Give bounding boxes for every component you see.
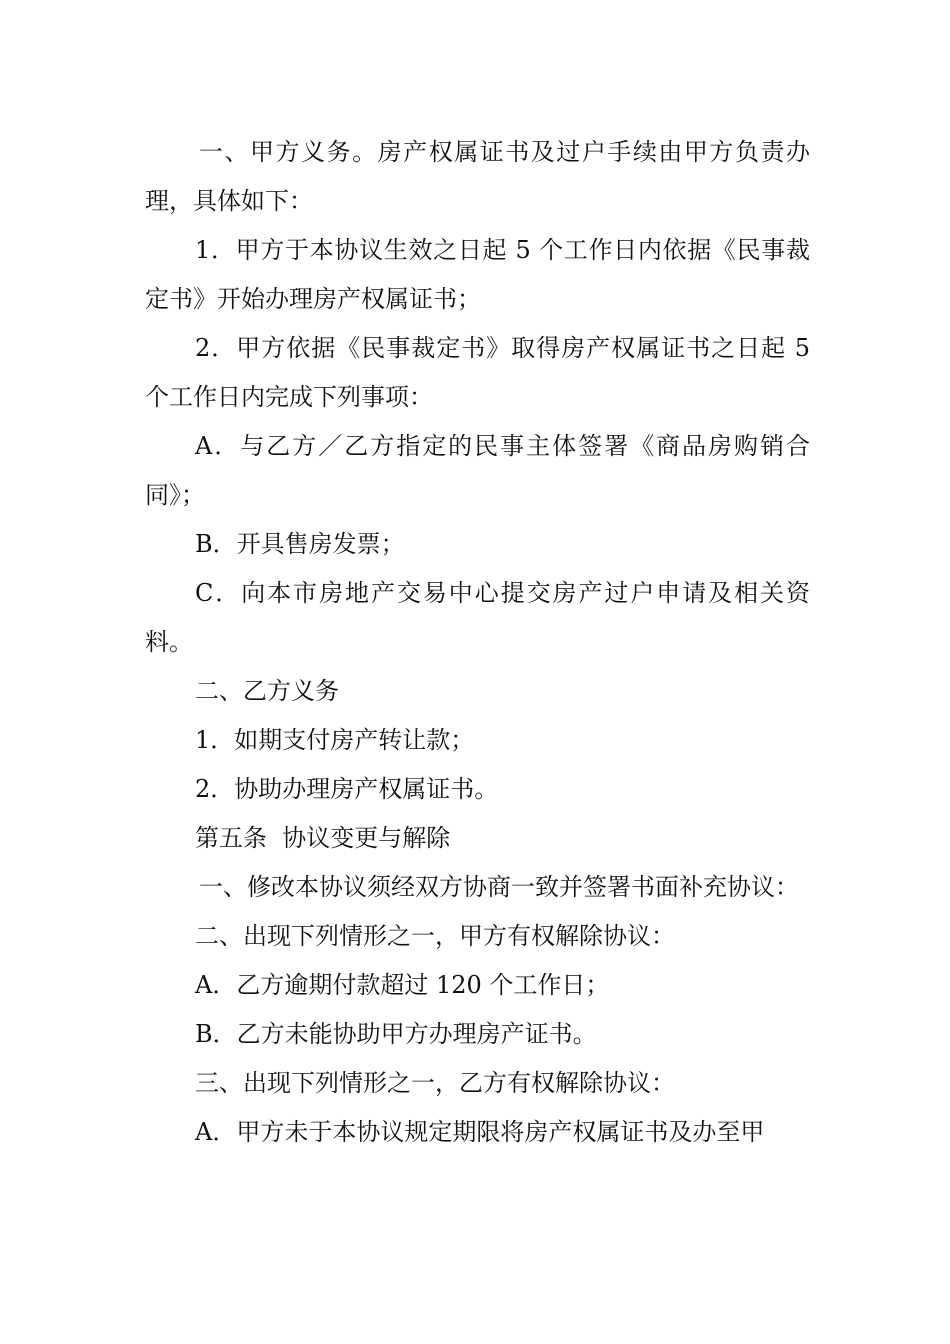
paragraph-item-c-submit-transfer: C．向本市房地产交易中心提交房产过户申请及相关资料。 — [145, 579, 810, 656]
paragraph-party-b-obligations: 二、乙方义务 — [195, 677, 339, 705]
section-heading-article-5: 第五条 协议变更与解除 — [195, 824, 451, 852]
paragraph-party-b-termination: 三、出现下列情形之一，乙方有权解除协议： — [195, 1069, 675, 1097]
paragraph-item-a-deadline: A．甲方未于本协议规定期限将房产权属证书及办至甲 — [195, 1118, 765, 1146]
document-body — [145, 128, 818, 1157]
paragraph-item-a-late-payment: A．乙方逾期付款超过 120 个工作日； — [195, 971, 610, 999]
paragraph-modification: 一、修改本协议须经双方协商一致并签署书面补充协议： — [199, 873, 799, 901]
paragraph-item-b-no-assist: B．乙方未能协助甲方办理房产证书。 — [195, 1020, 597, 1048]
paragraph-party-a-obligations: 一、甲方义务。房产权属证书及过户手续由甲方负责办理，具体如下： — [145, 138, 810, 215]
paragraph-item-2-complete-matters: 2．甲方依据《民事裁定书》取得房产权属证书之日起 5 个工作日内完成下列事项： — [145, 334, 818, 411]
paragraph-item-b-invoice: B．开具售房发票； — [195, 530, 405, 558]
paragraph-party-a-termination: 二、出现下列情形之一，甲方有权解除协议： — [195, 922, 675, 950]
paragraph-item-1-pay: 1．如期支付房产转让款； — [195, 726, 475, 754]
paragraph-item-2-assist: 2．协助办理房产权属证书。 — [195, 775, 499, 803]
paragraph-item-1-start-certificate: 1．甲方于本协议生效之日起 5 个工作日内依据《民事裁定书》开始办理房产权属证书； — [145, 236, 810, 313]
paragraph-item-a-sign-contract: A．与乙方／乙方指定的民事主体签署《商品房购销合同》； — [145, 432, 810, 509]
